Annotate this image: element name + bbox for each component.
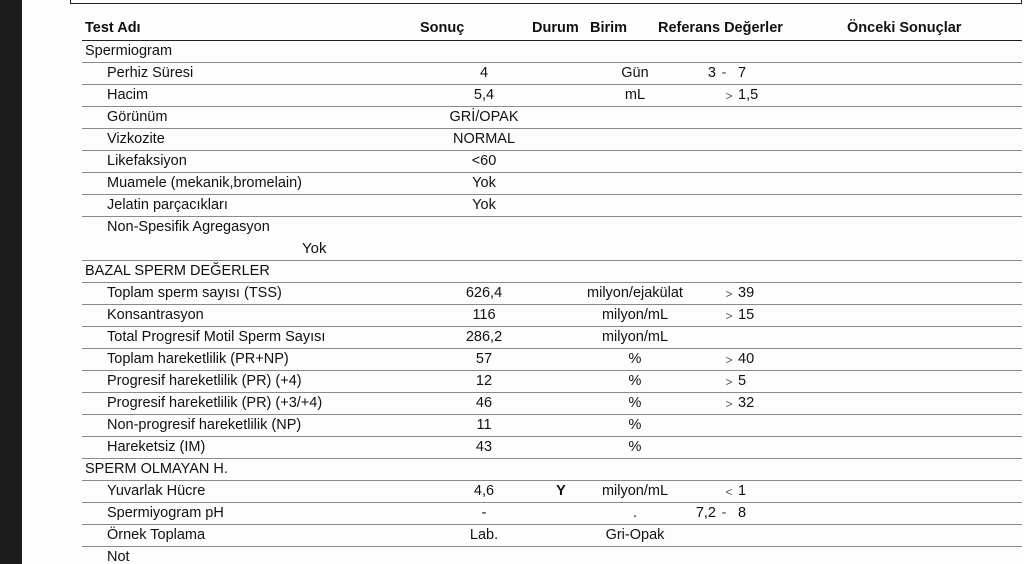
unit-value: % (628, 351, 642, 367)
result-value: 46 (475, 395, 493, 411)
unit-value: % (628, 439, 642, 455)
result-value: <60 (471, 153, 497, 169)
test-name: Progresif hareketlilik (PR) (+3/+4) (107, 395, 323, 411)
test-name: Jelatin parçacıkları (107, 197, 228, 213)
unit-value: milyon/mL (601, 483, 669, 499)
unit-value: % (628, 395, 642, 411)
table-row (82, 502, 1022, 525)
header-unit: Birim (590, 20, 628, 36)
table-row (82, 392, 1022, 415)
unit-value: . (632, 505, 638, 521)
reference-operator: > (725, 89, 733, 103)
test-name: Hacim (107, 87, 149, 103)
unit-value: milyon/ejakülat (587, 285, 683, 301)
header-reference: Referans Değerler (658, 20, 783, 36)
table-row (82, 194, 1022, 217)
result-value: 12 (475, 373, 493, 389)
header-test-name: Test Adı (85, 20, 141, 36)
reference-high: 5 (738, 373, 747, 389)
reference-high: 1 (738, 483, 747, 499)
table-header (82, 18, 1022, 41)
reference-high: 40 (738, 351, 755, 367)
reference-operator: > (725, 375, 733, 389)
unit-value: milyon/mL (601, 307, 669, 323)
reference-high: 15 (738, 307, 755, 323)
reference-operator: < (725, 485, 733, 499)
table-row (82, 216, 1022, 238)
unit-value: Gün (621, 65, 649, 81)
result-value: Yok (472, 197, 496, 213)
test-name: Konsantrasyon (107, 307, 204, 323)
section-title: SPERM OLMAYAN H. (85, 461, 228, 477)
test-name: Toplam hareketlilik (PR+NP) (107, 351, 289, 367)
table-row (82, 128, 1022, 151)
table-row (82, 370, 1022, 393)
header-previous: Önceki Sonuçlar (847, 20, 962, 36)
test-name: Non-Spesifik Agregasyon (107, 219, 270, 235)
table-row (82, 282, 1022, 305)
header-result: Sonuç (420, 20, 465, 36)
test-name: Likefaksiyon (107, 153, 187, 169)
test-name: Total Progresif Motil Sperm Sayısı (107, 329, 326, 345)
section-row (82, 458, 1022, 481)
test-name: Perhiz Süresi (107, 65, 194, 81)
test-name: Toplam sperm sayısı (TSS) (107, 285, 282, 301)
test-name: Örnek Toplama (107, 527, 206, 543)
reference-operator: > (725, 287, 733, 301)
table-row (82, 172, 1022, 195)
result-value: Lab. (469, 527, 499, 543)
reference-operator: > (725, 353, 733, 367)
test-name: Non-progresif hareketlilik (NP) (107, 417, 302, 433)
result-value: Yok (472, 175, 496, 191)
test-name: Görünüm (107, 109, 168, 125)
unit-value: mL (624, 87, 646, 103)
reference-high: 8 (738, 505, 747, 521)
table-row (82, 326, 1022, 349)
result-value: 11 (476, 417, 492, 433)
table-row (82, 414, 1022, 437)
table-row (82, 436, 1022, 459)
reference-separator: - (721, 65, 727, 81)
result-value: 286,2 (465, 329, 503, 345)
lab-report-page (22, 0, 1024, 564)
test-name: Not (107, 549, 130, 564)
result-value: NORMAL (452, 131, 516, 147)
test-name: Vizkozite (107, 131, 165, 147)
table-row (82, 304, 1022, 327)
test-name: Muamele (mekanik,bromelain) (107, 175, 303, 191)
result-wrapped-value: Yok (302, 240, 327, 257)
reference-high: 7 (738, 65, 747, 81)
table-row (82, 150, 1022, 173)
previous-page-frame (70, 0, 1022, 4)
unit-value: % (628, 417, 642, 433)
unit-value: % (628, 373, 642, 389)
header-status: Durum (532, 20, 579, 36)
table-row (82, 524, 1022, 547)
table-row (82, 348, 1022, 371)
test-name: Yuvarlak Hücre (107, 483, 206, 499)
status-flag: Y (556, 483, 566, 499)
unit-value: milyon/mL (601, 329, 669, 345)
reference-low: 7,2 (695, 505, 716, 521)
reference-high: 39 (738, 285, 755, 301)
result-value: 5,4 (473, 87, 495, 103)
result-value: 4,6 (473, 483, 495, 499)
reference-high: 1,5 (738, 87, 759, 103)
result-value: 116 (472, 307, 496, 323)
unit-value: Gri-Opak (605, 527, 665, 543)
result-value: 43 (475, 439, 493, 455)
result-value: 57 (475, 351, 493, 367)
test-name: Spermiyogram pH (107, 505, 224, 521)
result-value: 626,4 (465, 285, 503, 301)
section-title: Spermiogram (85, 43, 173, 59)
section-row (82, 40, 1022, 63)
table-row (82, 480, 1022, 503)
test-name: Hareketsiz (IM) (107, 439, 206, 455)
result-value: - (481, 505, 487, 521)
table-row (82, 106, 1022, 129)
table-row (82, 62, 1022, 85)
table-row (82, 84, 1022, 107)
section-title: BAZAL SPERM DEĞERLER (85, 263, 270, 279)
reference-separator: - (721, 505, 727, 521)
table-row (82, 238, 1022, 261)
table-row (82, 546, 1022, 564)
result-value: GRİ/OPAK (449, 109, 519, 125)
reference-low: 3 (707, 65, 716, 81)
reference-operator: > (725, 397, 733, 411)
section-row (82, 260, 1022, 283)
test-name: Progresif hareketlilik (PR) (+4) (107, 373, 302, 389)
reference-high: 32 (738, 395, 755, 411)
result-value: 4 (479, 65, 489, 81)
reference-operator: > (725, 309, 733, 323)
